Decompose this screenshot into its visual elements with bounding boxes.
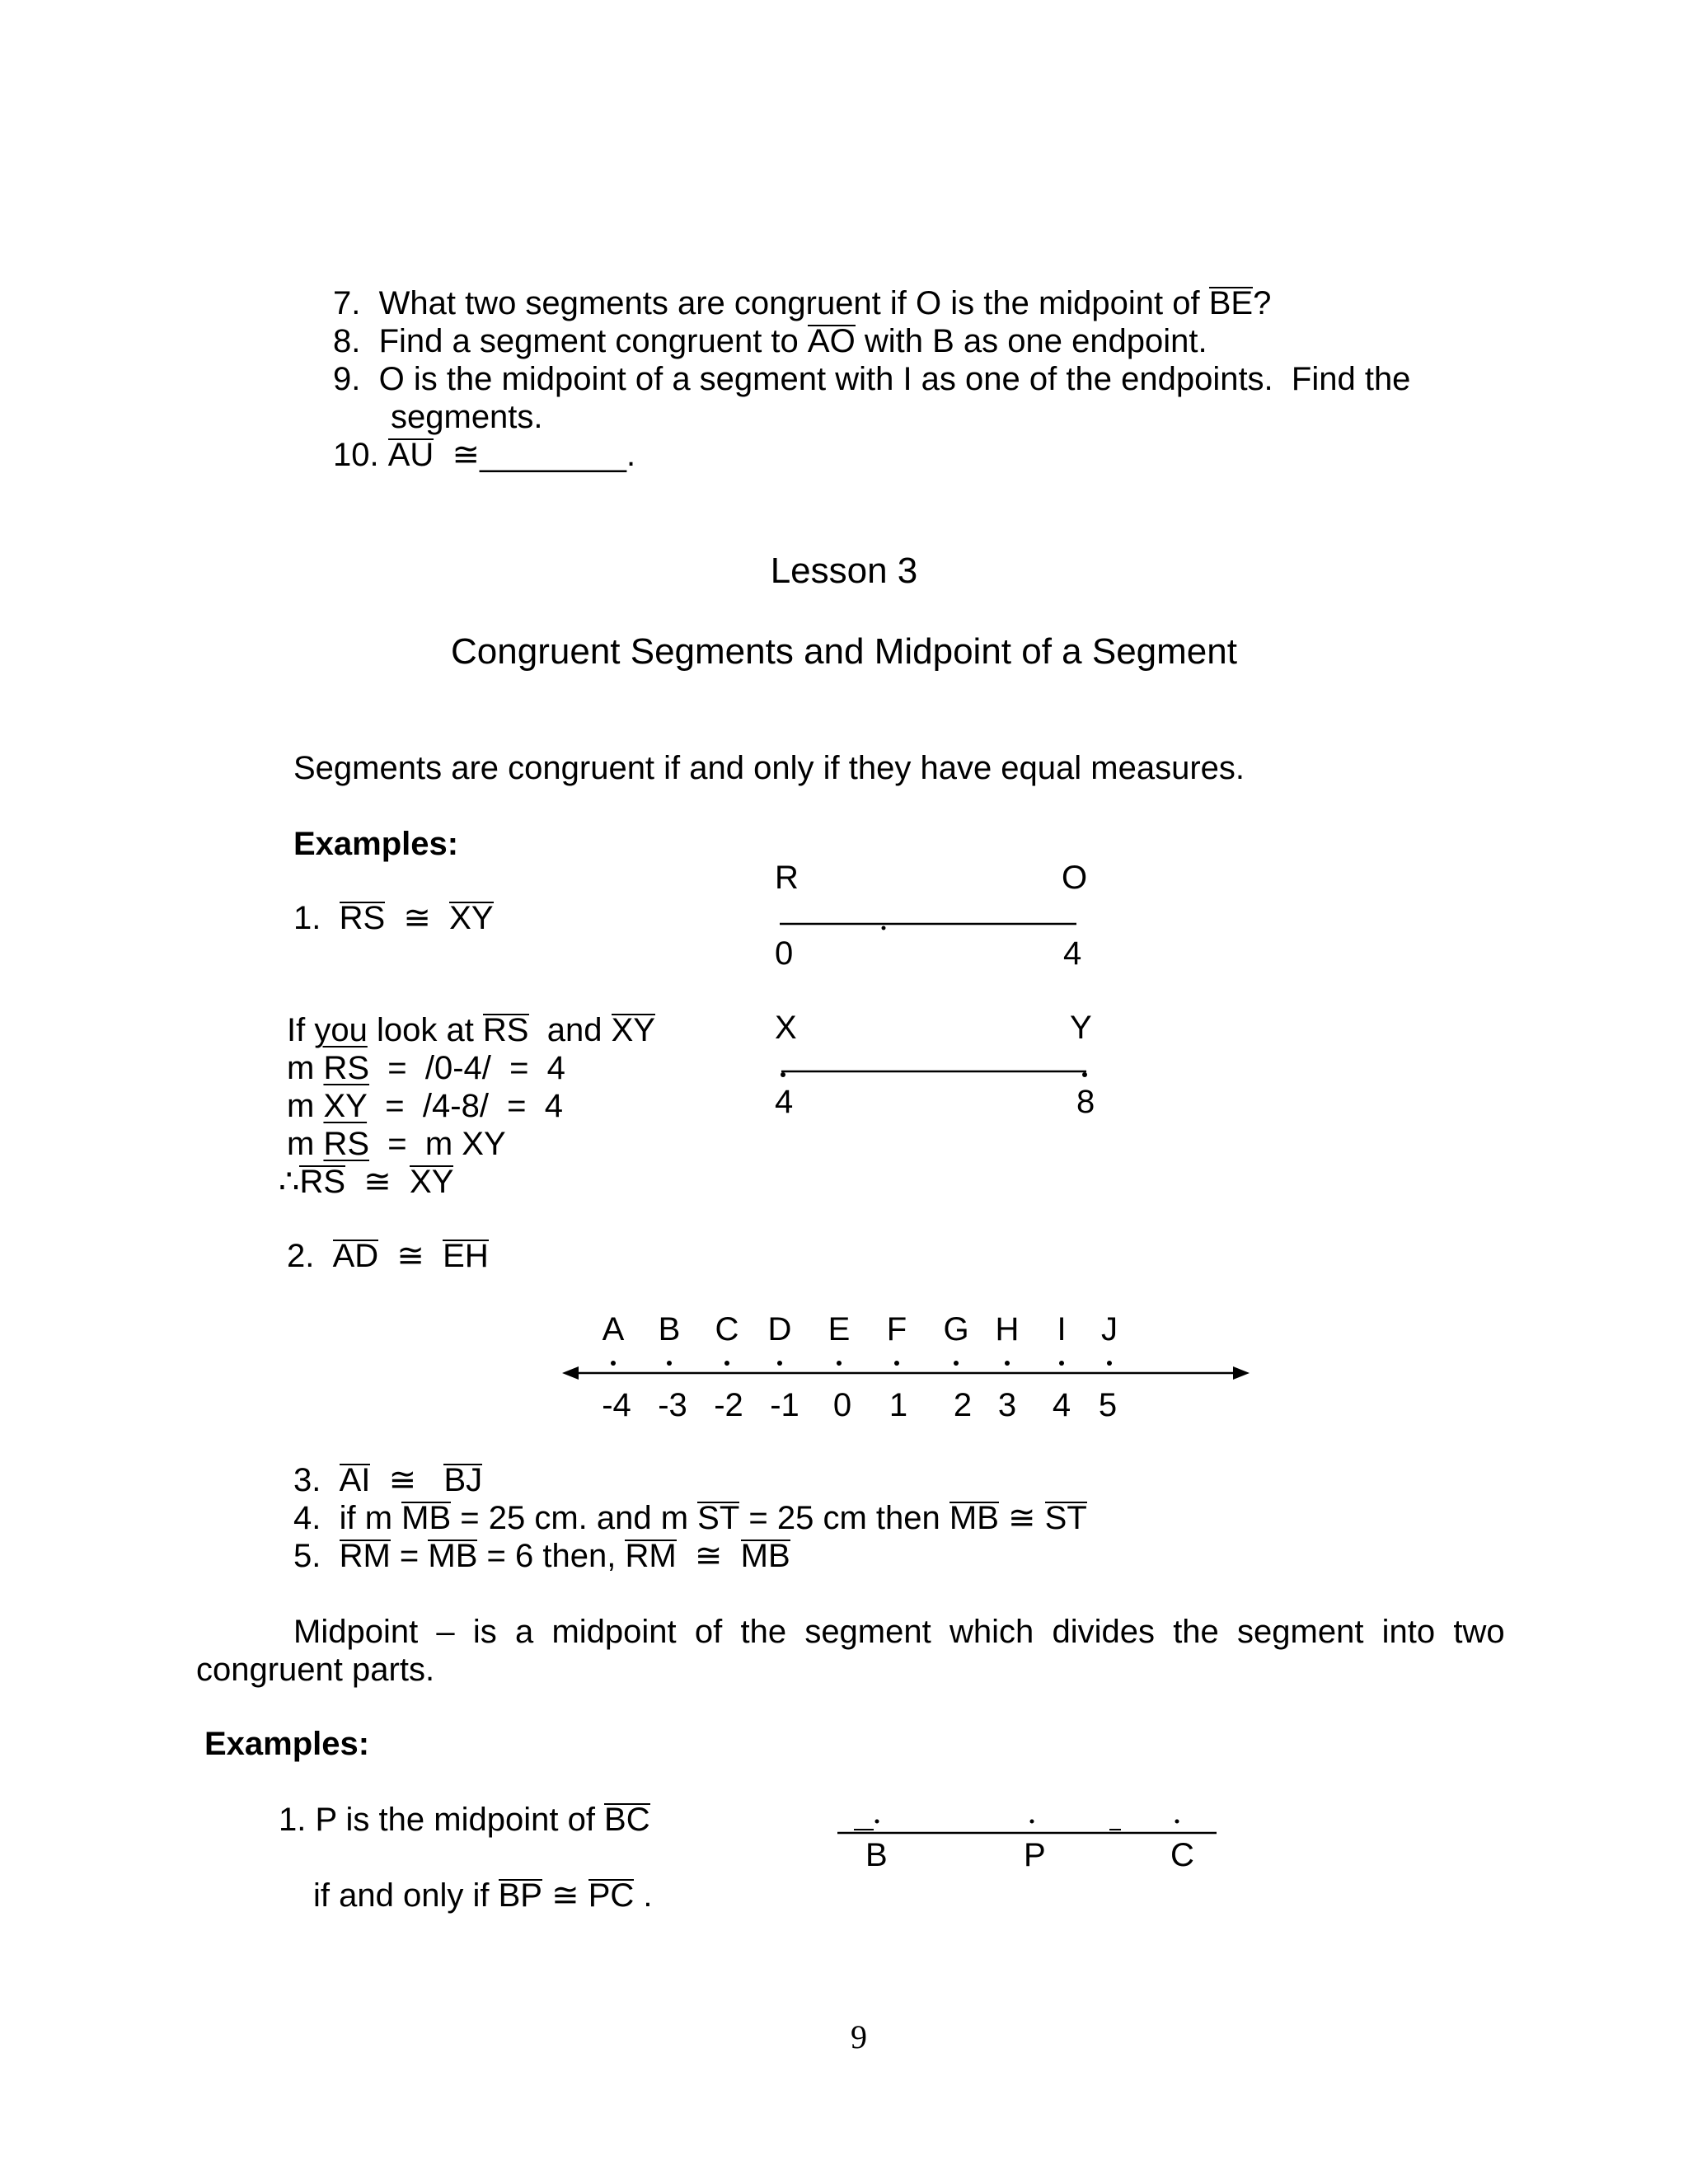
- segment-name: BJ: [443, 1462, 483, 1498]
- point-dot-b: [875, 1820, 879, 1824]
- segment-name: MB: [401, 1500, 452, 1536]
- midpoint-definition-continued: congruent parts.: [196, 1652, 435, 1688]
- number-line-value: 0: [832, 1387, 852, 1423]
- question-text: O is the midpoint of a segment with I as one of the endpoints. Find the: [378, 361, 1411, 397]
- text: = m: [369, 1126, 462, 1162]
- segment-name: BC: [604, 1802, 650, 1838]
- segment-name: EH: [443, 1238, 489, 1274]
- point-label-c: C: [1170, 1837, 1194, 1873]
- congruent-symbol: ≅: [403, 900, 431, 936]
- segment-name: BE: [1208, 285, 1254, 321]
- question-text-end: ?: [1253, 285, 1272, 321]
- question-number: 9.: [333, 361, 361, 397]
- example-number: 3.: [293, 1462, 321, 1498]
- number-line-value: -3: [658, 1387, 687, 1423]
- question-number: 10.: [333, 437, 379, 473]
- segment-name: RS: [299, 1164, 346, 1200]
- question-text: Find a segment congruent to: [378, 323, 808, 359]
- segment-name: AU: [387, 437, 434, 473]
- value-label-0: 0: [775, 935, 794, 972]
- segment-name: XY: [611, 1012, 655, 1048]
- number-line-letter: I: [1057, 1311, 1067, 1347]
- segment-name: RS: [323, 1126, 370, 1162]
- segment-name: AI: [339, 1462, 371, 1498]
- segment-name: MB: [949, 1500, 999, 1536]
- example-number: 4.: [293, 1500, 321, 1536]
- congruence-definition: Segments are congruent if and only if they have equal measures.: [293, 750, 1245, 786]
- number-line-value: -2: [714, 1387, 743, 1423]
- congruent-symbol: ≅: [388, 1462, 417, 1498]
- point-label-p: P: [1024, 1837, 1046, 1873]
- segment-name: MB: [740, 1538, 790, 1574]
- lesson-subtitle: Congruent Segments and Midpoint of a Segment: [451, 631, 1237, 672]
- lesson-title: Lesson 3: [770, 551, 918, 591]
- value-label-4: 4: [775, 1084, 794, 1120]
- number-line-value: 2: [953, 1387, 973, 1423]
- measure-prefix: m: [287, 1088, 324, 1124]
- example-number: 2.: [287, 1238, 315, 1274]
- number-line-letter: F: [886, 1311, 907, 1347]
- number-line-value: -1: [770, 1387, 799, 1423]
- segment-name: XY: [323, 1088, 368, 1124]
- calculation: = /4-8/ = 4: [367, 1088, 563, 1124]
- example-number: 5.: [293, 1538, 321, 1574]
- segment-name: AD: [332, 1238, 379, 1274]
- segment-name: RS: [482, 1012, 529, 1048]
- text: = 25 cm then: [739, 1500, 950, 1536]
- number-line-value: -4: [602, 1387, 631, 1423]
- segment-name: ST: [1044, 1500, 1087, 1536]
- text: and: [528, 1012, 612, 1048]
- number-line-value: 1: [889, 1387, 908, 1423]
- midpoint-definition: Midpoint – is a midpoint of the segment which divides the segment into two: [293, 1614, 1505, 1650]
- text: if and only if: [313, 1877, 499, 1914]
- example-number: 1.: [293, 900, 321, 936]
- text: .: [634, 1877, 653, 1914]
- segment-name: BP: [498, 1877, 542, 1914]
- point-label-r: R: [775, 860, 799, 896]
- segment-name: XY: [449, 900, 494, 936]
- measure-prefix: m: [287, 1050, 324, 1086]
- text: = 25 cm. and m: [451, 1500, 698, 1536]
- segment-name: AO: [807, 323, 856, 359]
- therefore-symbol: ∴: [279, 1164, 300, 1200]
- examples-heading-2: Examples:: [204, 1726, 370, 1762]
- text: look at: [367, 1012, 483, 1048]
- point-label-x: X: [775, 1010, 797, 1046]
- number-line-letter: C: [715, 1311, 739, 1347]
- segment-name: MB: [428, 1538, 478, 1574]
- question-number: 8.: [333, 323, 361, 359]
- point-label-y: Y: [1070, 1010, 1092, 1046]
- question-9-continued: segments.: [391, 399, 543, 435]
- examples-heading: Examples:: [293, 826, 459, 862]
- calculation: = /0-4/ = 4: [369, 1050, 565, 1086]
- segment-name: XY: [410, 1164, 454, 1200]
- congruent-symbol: ≅: [396, 1238, 424, 1274]
- number-line-value: 5: [1098, 1387, 1118, 1423]
- point-dot-p: [1030, 1820, 1034, 1824]
- question-number: 7.: [333, 285, 361, 321]
- value-label-8: 8: [1076, 1084, 1095, 1120]
- text: 1. P is the midpoint of: [279, 1802, 605, 1838]
- segment-name: RS: [339, 900, 386, 936]
- text: if m: [339, 1500, 402, 1536]
- congruent-symbol: ≅: [694, 1538, 723, 1574]
- number-line-letter: J: [1101, 1311, 1118, 1347]
- number-line-letter: G: [943, 1311, 969, 1347]
- segment-name: RM: [339, 1538, 391, 1574]
- segment-name: RM: [625, 1538, 677, 1574]
- congruent-symbol: ≅: [1008, 1500, 1036, 1536]
- congruent-symbol: ≅: [363, 1164, 392, 1200]
- number-line-value: 3: [997, 1387, 1017, 1423]
- text: =: [390, 1538, 429, 1574]
- congruent-symbol: ≅: [452, 437, 481, 473]
- number-line-letter: H: [995, 1311, 1020, 1347]
- question-text: What two segments are congruent if O is the midpoint of: [378, 285, 1209, 321]
- number-line-value: 4: [1052, 1387, 1071, 1423]
- text: If: [287, 1012, 315, 1048]
- segment-name: XY: [462, 1126, 506, 1162]
- point-label-b: B: [865, 1837, 888, 1873]
- congruent-symbol: ≅: [551, 1877, 579, 1914]
- number-line-letter: B: [658, 1311, 681, 1347]
- value-label-4: 4: [1063, 935, 1082, 972]
- segment-name: PC: [588, 1877, 635, 1914]
- text: = 6 then,: [477, 1538, 626, 1574]
- point-dot-c: [1175, 1820, 1179, 1824]
- answer-blank: ________.: [480, 437, 636, 473]
- point-label-o: O: [1062, 860, 1088, 896]
- segment-name: ST: [697, 1500, 740, 1536]
- page-number: 9: [851, 2018, 867, 2055]
- segment-name: RS: [323, 1050, 370, 1086]
- number-line-letter: D: [767, 1311, 792, 1347]
- number-line-letter: E: [828, 1311, 851, 1347]
- question-text-end: with B as one endpoint.: [855, 323, 1207, 359]
- number-line-letter: A: [602, 1311, 625, 1347]
- measure-prefix: m: [287, 1126, 324, 1162]
- text-you: you: [314, 1012, 368, 1048]
